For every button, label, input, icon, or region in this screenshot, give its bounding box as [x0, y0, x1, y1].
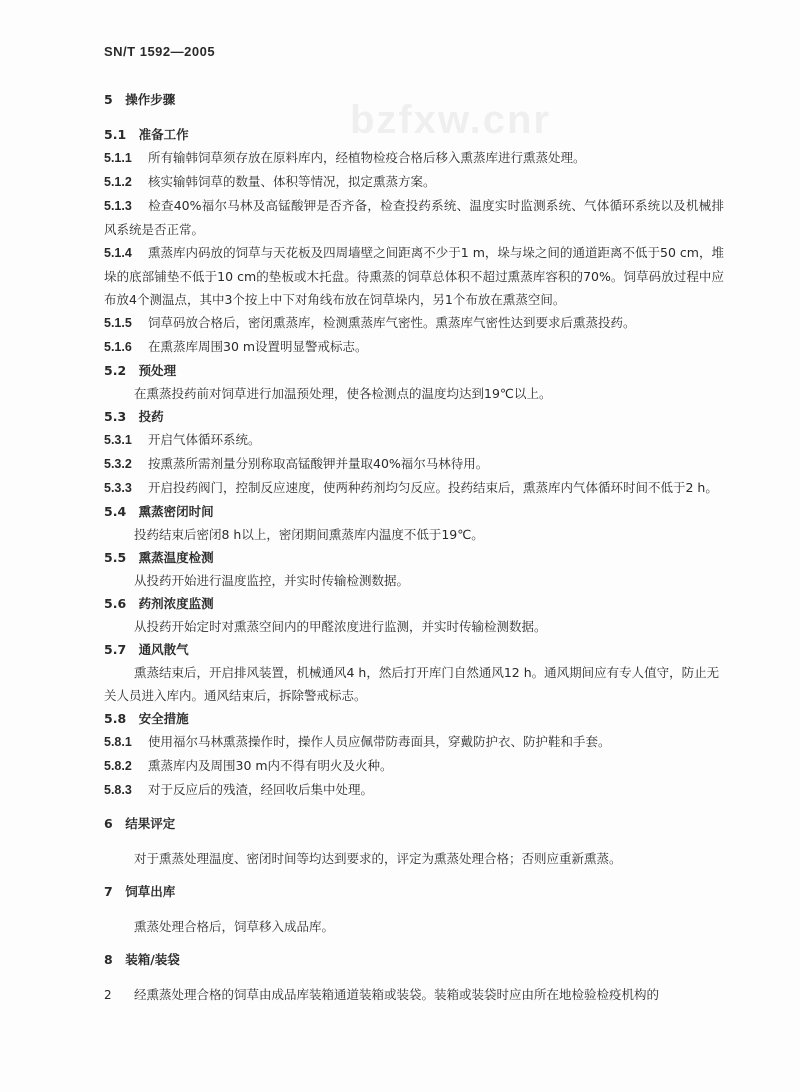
section-5-1-heading: 5.1 准备工作: [104, 127, 189, 142]
clause-5-1-6: 5.1.6 在熏蒸库周围30 m设置明显警戒标志。: [104, 339, 368, 354]
section-5-6-body: 从投药开始定时对熏蒸空间内的甲醛浓度进行监测，并实时传输检测数据。: [134, 619, 547, 634]
section-7-heading: 7 饲草出库: [104, 884, 176, 899]
page-number: 2: [104, 988, 112, 1002]
clause-5-3-2: 5.3.2 按熏蒸所需剂量分别称取高锰酸钾并量取40%福尔马林待用。: [104, 456, 489, 471]
clause-5-8-1: 5.8.1 使用福尔马林熏蒸操作时，操作人员应佩带防毒面具，穿戴防护衣、防护鞋和手套。: [104, 734, 611, 749]
document-body: [104, 88, 724, 1006]
section-6-heading: 6 结果评定: [104, 816, 176, 831]
clause-5-1-2: 5.1.2 核实输韩饲草的数量、体积等情况，拟定熏蒸方案。: [104, 174, 436, 189]
section-5-7-body: 熏蒸结束后，开启排风装置，机械通风4 h，然后打开库门自然通风12 h。通风期间应有专人值守，防止无关人员进入库内。通风结束后，拆除警戒标志。: [104, 665, 720, 703]
section-5-4-heading: 5.4 熏蒸密闭时间: [104, 504, 214, 519]
section-5-5-heading: 5.5 熏蒸温度检测: [104, 550, 214, 565]
clause-5-1-4: 5.1.4 熏蒸库内码放的饲草与天花板及四周墙壁之间距离不少于1 m，垛与垛之间的通道距离不低于50 cm，堆垛的底部铺垫不低于10 cm的垫板或木托盘。待熏蒸的饲草总体积不超过熏蒸库容积的70%。饲草码放过程中应布放4个测温点，其中3个按上中下对角线布放在饲草垛内，另1个布放在熏蒸空间。: [104, 245, 724, 307]
clause-5-3-3: 5.3.3 开启投药阀门，控制反应速度，使两种药剂均匀反应。投药结束后，熏蒸库内气体循环时间不低于2 h。: [104, 480, 718, 495]
section-8-heading: 8 装箱/装袋: [104, 952, 180, 967]
section-5-8-heading: 5.8 安全措施: [104, 711, 189, 726]
section-5-4-body: 投药结束后密闭8 h以上，密闭期间熏蒸库内温度不低于19℃。: [134, 527, 484, 542]
watermark: bzfxw.cnr: [350, 98, 551, 142]
section-5-2-heading: 5.2 预处理: [104, 363, 177, 378]
clause-5-8-2: 5.8.2 熏蒸库内及周围30 m内不得有明火及火种。: [104, 758, 393, 773]
section-8-body: 经熏蒸处理合格的饲草由成品库装箱通道装箱或装袋。装箱或装袋时应由所在地检验检疫机构的: [134, 987, 660, 1002]
clause-5-3-1: 5.3.1 开启气体循环系统。: [104, 432, 261, 447]
clause-5-8-3: 5.8.3 对于反应后的残渣，经回收后集中处理。: [104, 782, 374, 797]
section-5-3-heading: 5.3 投药: [104, 409, 164, 424]
clause-5-1-5: 5.1.5 饲草码放合格后，密闭熏蒸库，检测熏蒸库气密性。熏蒸库气密性达到要求后熏蒸投药。: [104, 315, 636, 330]
standard-code: SN/T 1592—2005: [104, 44, 216, 59]
section-5-heading: 5 操作步骤: [104, 92, 176, 107]
section-5-6-heading: 5.6 药剂浓度监测: [104, 596, 214, 611]
section-7-body: 熏蒸处理合格后，饲草移入成品库。: [134, 919, 335, 934]
section-5-2-body: 在熏蒸投药前对饲草进行加温预处理，使各检测点的温度均达到19℃以上。: [134, 386, 552, 401]
section-5-8-items: [104, 730, 724, 802]
section-5-1-items: [104, 146, 724, 359]
section-5-5-body: 从投药开始进行温度监控，并实时传输检测数据。: [134, 573, 410, 588]
section-5-7-heading: 5.7 通风散气: [104, 642, 189, 657]
clause-5-1-3: 5.1.3 检查40%福尔马林及高锰酸钾是否齐备，检查投药系统、温度实时监测系统、气体循环系统以及机械排风系统是否正常。: [104, 198, 724, 237]
section-5-3-items: [104, 428, 724, 500]
clause-5-1-1: 5.1.1 所有输韩饲草须存放在原料库内，经植物检疫合格后移入熏蒸库进行熏蒸处理。: [104, 150, 586, 165]
section-6-body: 对于熏蒸处理温度、密闭时间等均达到要求的，评定为熏蒸处理合格；否则应重新熏蒸。: [134, 851, 622, 866]
